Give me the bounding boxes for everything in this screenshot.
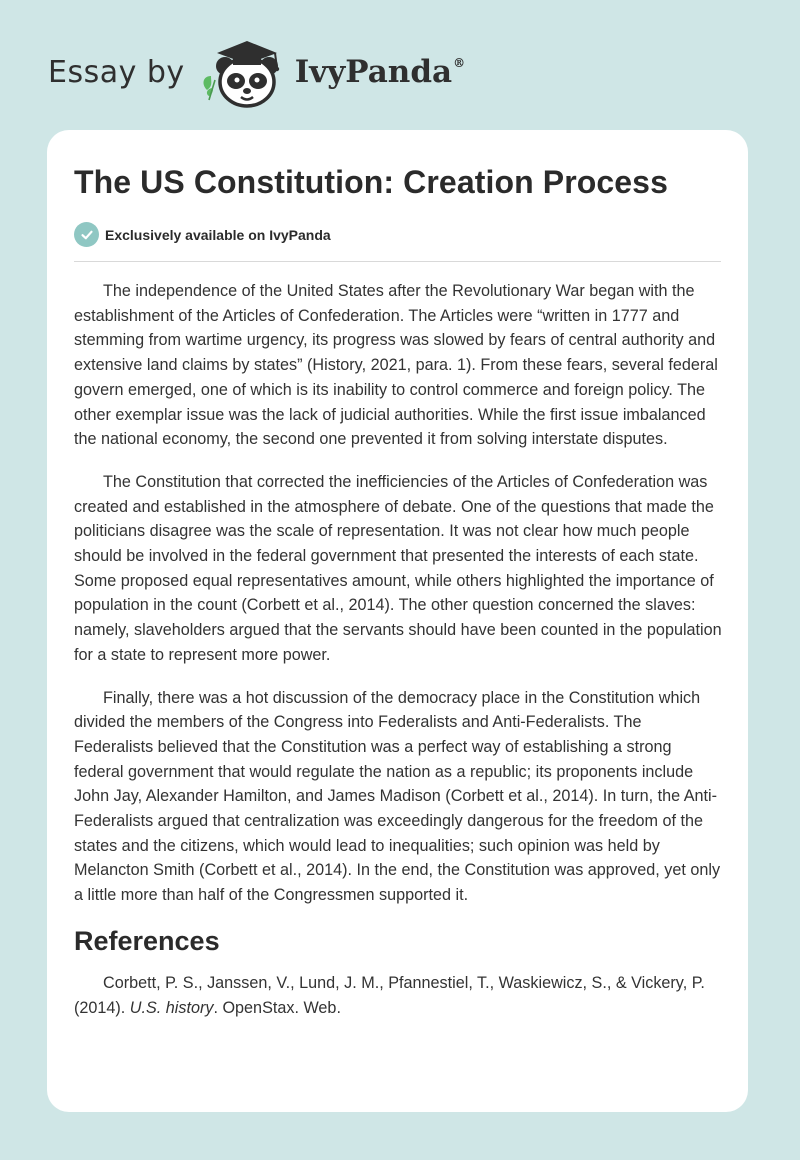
brand-name[interactable]	[295, 54, 465, 90]
site-header	[48, 36, 465, 108]
reference-entry	[74, 971, 723, 1020]
body-paragraph: The Constitution that corrected the inefficiencies of the Articles of Confederation was created and established in the atmosphere of debate. One of the questions that made the politicians disagree was the scale of representation. It was not clear how much people should be involved in the federal government that presented the interests of each state. Some proposed equal representatives amount, while others highlighted the importance of population in the count (Corbett et al., 2014). The other question concerned the slaves: namely, slaveholders argued that the servants should have been counted in the population for a state to represent more power.	[74, 472, 722, 664]
reference-publisher: . OpenStax. Web.	[213, 998, 341, 1017]
body-paragraph: Finally, there was a hot discussion of the democracy place in the Constitution which divided the members of the Congress into Federalists and Anti-Federalists. The Federalists believed that the Constitution was a perfect way of establishing a strong federal government that would regulate the nation as a republic; its proponents include John Jay, Alexander Hamilton, and James Madison (Corbett et al., 2014). In turn, the Anti-Federalists argued that centralization was exceedingly dangerous for the freedom of the states and the citizens, which would lead to inequalities; such opinion was held by Melancton Smith (Corbett et al., 2014). In the end, the Constitution was approved, yet only a little more than half of the Congressmen supported it.	[74, 688, 721, 905]
essay-body	[74, 279, 723, 1038]
reference-authors: Corbett, P. S., Janssen, V., Lund, J. M., Pfannestiel, T., Waskiewicz, S., & Vickery, P. (2014).	[74, 973, 705, 1017]
reference-work-title: U.S. history	[129, 998, 214, 1017]
exclusive-badge-label: Exclusively available on IvyPanda	[105, 226, 331, 243]
essay-card	[47, 130, 748, 1112]
brand-name-text: IvyPanda	[294, 54, 453, 90]
exclusive-badge	[74, 222, 331, 247]
registered-mark: ®	[453, 56, 466, 70]
essay-title: The US Constitution: Creation Process	[74, 164, 668, 200]
essay-by-label: Essay by	[48, 54, 185, 90]
references-heading: References	[74, 925, 220, 956]
title-divider	[74, 261, 721, 262]
ivypanda-logo-icon[interactable]	[199, 36, 291, 108]
check-icon	[74, 222, 99, 247]
body-paragraph: The independence of the United States after the Revolutionary War began with the establishment of the Articles of Confederation. The Articles were “written in 1777 and stemming from wartime urgency, its progress was slowed by fears of central authority and extensive land claims by states” (History, 2021, para. 1). From these fears, several federal govern emerged, one of which is its inability to control commerce and foreign policy. The other exemplar issue was the lack of judicial authorities. While the first issue imbalanced the national economy, the second one prevented it from solving interstate disputes.	[74, 282, 718, 449]
